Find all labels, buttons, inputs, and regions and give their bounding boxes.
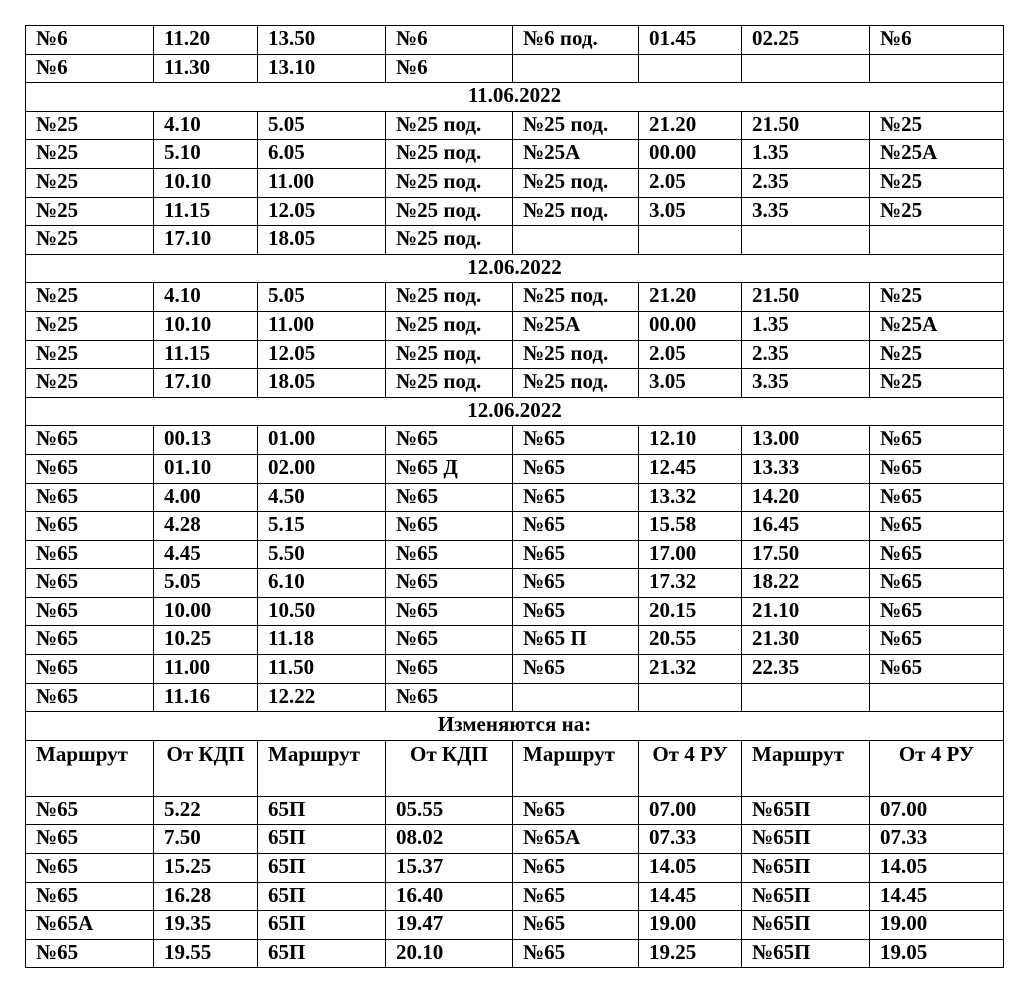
table-cell: 2.35 [742,168,870,197]
table-cell: 14.45 [870,882,1004,911]
table-cell: №65 [26,939,154,968]
table-cell: 07.00 [870,796,1004,825]
table-cell: 02.00 [258,454,386,483]
table-cell: №65 Д [386,454,513,483]
table-cell: 19.35 [154,911,258,940]
table-cell: №65 [386,655,513,684]
table-cell: 13.33 [742,454,870,483]
table-cell: 14.05 [870,854,1004,883]
table-cell: №65П [742,882,870,911]
table-cell: 16.40 [386,882,513,911]
table-cell: 5.05 [258,111,386,140]
table-cell: 11.15 [154,197,258,226]
table-cell: 12.22 [258,683,386,712]
table-cell: 07.00 [639,796,742,825]
table-cell: №65 [386,569,513,598]
table-cell: №25 [26,283,154,312]
table-cell: 21.50 [742,283,870,312]
table-cell: №65 [513,882,639,911]
table-cell: №65 [513,483,639,512]
table-cell: 11.30 [154,54,258,83]
table-cell: №65 П [513,626,639,655]
table-row [26,882,1004,911]
column-header: Маршрут [26,740,154,796]
changes-heading: Изменяются на: [26,712,1004,741]
table-cell: 11.00 [258,311,386,340]
table-cell: №25 [26,111,154,140]
table-cell: №65 [870,626,1004,655]
table-row [26,54,1004,83]
table-cell: 02.25 [742,26,870,55]
table-cell: 13.50 [258,26,386,55]
table-cell: №25А [513,140,639,169]
table-cell: №65 [870,512,1004,541]
table-cell: 19.05 [870,939,1004,968]
table-cell: №65 [386,512,513,541]
table-cell [639,54,742,83]
table-cell: №65 [26,882,154,911]
table-cell: №25 [870,369,1004,398]
table-cell: №25 [26,197,154,226]
table-cell: №65П [742,939,870,968]
table-cell: №25 [870,283,1004,312]
table-cell: 17.10 [154,226,258,255]
table-row [26,369,1004,398]
table-cell: 17.32 [639,569,742,598]
table-cell: №65П [742,825,870,854]
table-cell: №25 под. [513,340,639,369]
table-cell: 3.35 [742,369,870,398]
table-row [26,854,1004,883]
table-cell: 12.05 [258,340,386,369]
table-cell: №25 [870,111,1004,140]
table-cell: №65 [26,626,154,655]
table-cell: 1.35 [742,311,870,340]
table-cell: 21.20 [639,283,742,312]
date-heading-row [26,397,1004,426]
table-cell: 13.32 [639,483,742,512]
table-cell: 01.10 [154,454,258,483]
table-cell: №25 под. [386,140,513,169]
table-cell: №6 [386,54,513,83]
table-cell: 08.02 [386,825,513,854]
table-cell: №65 [513,911,639,940]
table-cell [513,226,639,255]
column-header: Маршрут [742,740,870,796]
table-cell: №25 под. [513,168,639,197]
table-cell: 01.45 [639,26,742,55]
table-cell: 17.10 [154,369,258,398]
table-cell: 01.00 [258,426,386,455]
table-cell: №65П [742,911,870,940]
table-cell: 17.50 [742,540,870,569]
table-cell: №65 [513,939,639,968]
table-cell: 4.10 [154,283,258,312]
table-cell: 4.28 [154,512,258,541]
table-cell: №25 [870,340,1004,369]
table-cell: 2.05 [639,340,742,369]
table-row [26,197,1004,226]
table-cell: 21.20 [639,111,742,140]
table-cell: 5.50 [258,540,386,569]
table-cell: №6 [870,26,1004,55]
table-row [26,483,1004,512]
table-cell: 18.05 [258,226,386,255]
table-cell: №65П [742,854,870,883]
table-cell: 5.15 [258,512,386,541]
table-cell: №65 [26,796,154,825]
table-cell: №65 [513,854,639,883]
table-cell: №25 под. [386,369,513,398]
table-row [26,454,1004,483]
table-cell: 21.30 [742,626,870,655]
table-cell: №25А [870,311,1004,340]
table-cell: №65 [386,426,513,455]
changes-heading-row [26,712,1004,741]
table-cell [513,683,639,712]
table-cell [870,226,1004,255]
table-cell: №65 [26,483,154,512]
table-cell [513,54,639,83]
table-cell: 11.15 [154,340,258,369]
table-cell: №25 под. [386,340,513,369]
table-cell [742,226,870,255]
table-cell: 2.05 [639,168,742,197]
table-cell: №65 [26,597,154,626]
table-cell: 20.55 [639,626,742,655]
table-row [26,226,1004,255]
table-cell: 19.00 [639,911,742,940]
table-cell: 12.45 [639,454,742,483]
table-cell: №25 [26,168,154,197]
table-row [26,283,1004,312]
table-cell [742,683,870,712]
table-cell: №65 [26,512,154,541]
date-heading: 12.06.2022 [26,397,1004,426]
table-cell [870,54,1004,83]
table-cell: №65 [386,626,513,655]
column-header: От КДП [154,740,258,796]
table-cell: №65 [26,540,154,569]
date-heading: 12.06.2022 [26,254,1004,283]
table-row [26,340,1004,369]
column-header: Маршрут [513,740,639,796]
table-cell: №65А [26,911,154,940]
table-row [26,311,1004,340]
table-cell: 11.16 [154,683,258,712]
table-cell: №25 [870,168,1004,197]
table-cell: 14.45 [639,882,742,911]
table-cell: №25 [870,197,1004,226]
table-cell: 11.20 [154,26,258,55]
table-cell: 3.05 [639,197,742,226]
table-cell: №25 под. [513,111,639,140]
table-cell: №25 под. [386,111,513,140]
table-cell: №25 [26,226,154,255]
table-cell: №65 [870,426,1004,455]
table-cell: №6 [386,26,513,55]
table-cell: №65 [870,540,1004,569]
table-cell: №65 [26,569,154,598]
table-cell [639,683,742,712]
table-cell: 4.10 [154,111,258,140]
table-cell: №65 [513,512,639,541]
table-cell: №25 под. [386,311,513,340]
table-cell: 3.05 [639,369,742,398]
table-cell: №65 [386,483,513,512]
table-row [26,168,1004,197]
table-cell: 16.28 [154,882,258,911]
table-cell: №25 под. [386,226,513,255]
table-cell: 11.00 [154,655,258,684]
table-cell: 10.10 [154,168,258,197]
table-cell: 65П [258,796,386,825]
table-cell: 7.50 [154,825,258,854]
table-cell: 65П [258,825,386,854]
table-cell: №65 [26,454,154,483]
table-cell: 18.22 [742,569,870,598]
table-cell: №25 под. [386,197,513,226]
table-row [26,655,1004,684]
table-cell: 14.20 [742,483,870,512]
table-cell: 5.10 [154,140,258,169]
table-cell: 18.05 [258,369,386,398]
table-cell: 21.50 [742,111,870,140]
table-row [26,569,1004,598]
table-cell: 11.50 [258,655,386,684]
table-cell: 5.05 [258,283,386,312]
table-cell: №25 под. [513,197,639,226]
table-cell: 11.18 [258,626,386,655]
table-cell: №25А [513,311,639,340]
table-cell: 16.45 [742,512,870,541]
table-cell: 4.00 [154,483,258,512]
table-cell: №65 [513,454,639,483]
table-cell: 21.32 [639,655,742,684]
table-cell: №65П [742,796,870,825]
table-row [26,796,1004,825]
table-cell: 14.05 [639,854,742,883]
table-cell: №65 [513,569,639,598]
table-cell: №65 [513,426,639,455]
table-row [26,512,1004,541]
table-cell: 65П [258,911,386,940]
table-cell: 05.55 [386,796,513,825]
column-header: Маршрут [258,740,386,796]
table-cell: №25 [26,369,154,398]
table-cell: 2.35 [742,340,870,369]
table-cell: №25А [870,140,1004,169]
table-cell: 15.25 [154,854,258,883]
table-cell: №65 [26,655,154,684]
table-cell: 13.00 [742,426,870,455]
table-cell: №65 [870,454,1004,483]
table-cell: №25 [26,311,154,340]
table-cell [639,226,742,255]
table-cell: 22.35 [742,655,870,684]
table-cell: 65П [258,939,386,968]
table-cell: 15.37 [386,854,513,883]
table-cell: 4.45 [154,540,258,569]
table-cell: 5.05 [154,569,258,598]
column-header: От 4 РУ [870,740,1004,796]
table-cell: №6 [26,54,154,83]
table-cell: 07.33 [870,825,1004,854]
table-cell: 10.10 [154,311,258,340]
date-heading-row [26,254,1004,283]
table-row [26,597,1004,626]
table-cell: 07.33 [639,825,742,854]
table-cell: 21.10 [742,597,870,626]
table-cell: №65 [870,655,1004,684]
table-cell: №65 [513,540,639,569]
table-cell: №65 [386,540,513,569]
table-cell: 19.25 [639,939,742,968]
table-cell: 12.05 [258,197,386,226]
table-cell: 19.00 [870,911,1004,940]
table-cell: №25 [26,140,154,169]
table-cell: №65 [513,796,639,825]
table-cell: №6 под. [513,26,639,55]
table-row [26,426,1004,455]
table-cell: №25 [26,340,154,369]
table-cell: 65П [258,854,386,883]
table-cell: 10.00 [154,597,258,626]
column-header-row [26,740,1004,796]
table-row [26,911,1004,940]
date-heading: 11.06.2022 [26,83,1004,112]
table-cell: №65 [513,655,639,684]
table-cell: №65 [386,597,513,626]
table-cell: №65 [386,683,513,712]
table-cell: №65А [513,825,639,854]
table-row [26,111,1004,140]
table-cell: №65 [26,854,154,883]
table-cell: 13.10 [258,54,386,83]
table-cell: 4.50 [258,483,386,512]
table-cell: 6.10 [258,569,386,598]
date-heading-row [26,83,1004,112]
table-cell: №6 [26,26,154,55]
table-row [26,939,1004,968]
table-cell: 20.15 [639,597,742,626]
table-row [26,825,1004,854]
table-cell: 00.13 [154,426,258,455]
table-cell: 17.00 [639,540,742,569]
column-header: От КДП [386,740,513,796]
table-cell [742,54,870,83]
table-cell: №65 [26,683,154,712]
table-row [26,540,1004,569]
table-cell: №65 [870,597,1004,626]
schedule-table [25,25,1004,968]
table-cell: 65П [258,882,386,911]
table-cell: №65 [26,426,154,455]
table-row [26,26,1004,55]
table-cell: №65 [513,597,639,626]
table-cell: 10.25 [154,626,258,655]
table-cell: 10.50 [258,597,386,626]
table-cell: 12.10 [639,426,742,455]
table-cell: 00.00 [639,311,742,340]
column-header: От 4 РУ [639,740,742,796]
table-cell: 3.35 [742,197,870,226]
table-cell: 20.10 [386,939,513,968]
table-cell: 5.22 [154,796,258,825]
table-cell: 00.00 [639,140,742,169]
table-cell: №65 [870,569,1004,598]
table-cell: №65 [26,825,154,854]
table-cell: 6.05 [258,140,386,169]
schedule-body [26,26,1004,968]
table-cell [870,683,1004,712]
table-cell: 19.55 [154,939,258,968]
table-cell: №25 под. [513,283,639,312]
table-row [26,683,1004,712]
table-cell: №25 под. [386,283,513,312]
table-cell: №25 под. [386,168,513,197]
table-cell: 19.47 [386,911,513,940]
table-cell: №25 под. [513,369,639,398]
table-row [26,140,1004,169]
schedule-document [25,25,1003,968]
table-cell: 11.00 [258,168,386,197]
table-cell: 15.58 [639,512,742,541]
table-row [26,626,1004,655]
table-cell: №65 [870,483,1004,512]
table-cell: 1.35 [742,140,870,169]
